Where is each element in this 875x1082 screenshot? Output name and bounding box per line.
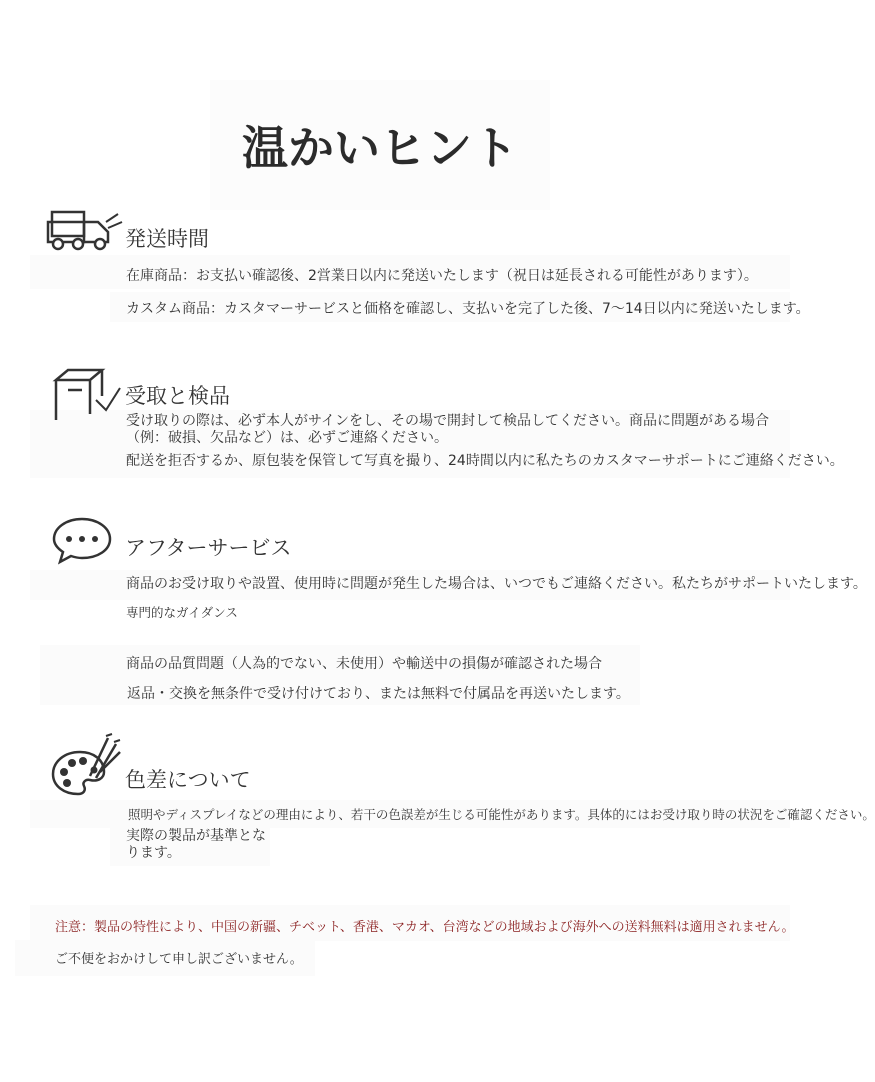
shipping-custom-text: カスタム商品：カスタマーサービスと価格を確認し、支払いを完了した後、7〜14日以内に発送いたします。 <box>126 301 810 317</box>
after-sales-return-text: 返品・交換を無条件で受け付けており、または無料で付属品を再送いたします。 <box>127 686 630 702</box>
truck-icon <box>46 208 124 254</box>
page-title: 温かいヒント <box>210 80 550 210</box>
color-difference-standard-text: 実際の製品が基準となります。 <box>126 828 266 861</box>
after-sales-support-text: 商品のお受け取りや設置、使用時に問題が発生した場合は、いつでもご連絡ください。私たちがサポートいたします。 <box>126 576 867 592</box>
after-sales-quality-text: 商品の品質問題（人為的でない、未使用）や輸送中の損傷が確認された場合 <box>126 656 602 672</box>
receiving-contact-text: 配送を拒否するか、原包装を保管して写真を撮り、24時間以内に私たちのカスタマーサポートにご連絡ください。 <box>126 453 844 469</box>
apology-text: ご不便をおかけして申し訳ございません。 <box>55 952 303 967</box>
section-heading-after-sales: アフターサービス <box>125 536 292 560</box>
shipping-restriction-note: 注意：製品の特性により、中国の新疆、チベット、香港、マカオ、台湾などの地域および海外への送料無料は適用されません。 <box>55 920 795 935</box>
section-heading-color-difference: 色差について <box>125 768 251 792</box>
section-heading-receiving: 受取と検品 <box>125 384 230 408</box>
section-heading-shipping: 発送時間 <box>125 227 209 251</box>
receiving-instruction-text: 受け取りの際は、必ず本人がサインをし、その場で開封して検品してください。商品に問題がある場合（例：破損、欠品など）は、必ずご連絡ください。 <box>126 413 770 446</box>
color-difference-text: 照明やディスプレイなどの理由により、若干の色誤差が生じる可能性があります。具体的にはお受け取り時の状況をご確認ください。 <box>128 807 875 822</box>
chat-bubble-icon <box>52 516 114 566</box>
after-sales-guidance-text: 専門的なガイダンス <box>126 605 238 620</box>
paint-palette-icon <box>50 732 124 800</box>
box-icon <box>52 366 122 422</box>
shipping-stock-text: 在庫商品：お支払い確認後、2営業日以内に発送いたします（祝日は延長される可能性があります）。 <box>126 268 758 284</box>
